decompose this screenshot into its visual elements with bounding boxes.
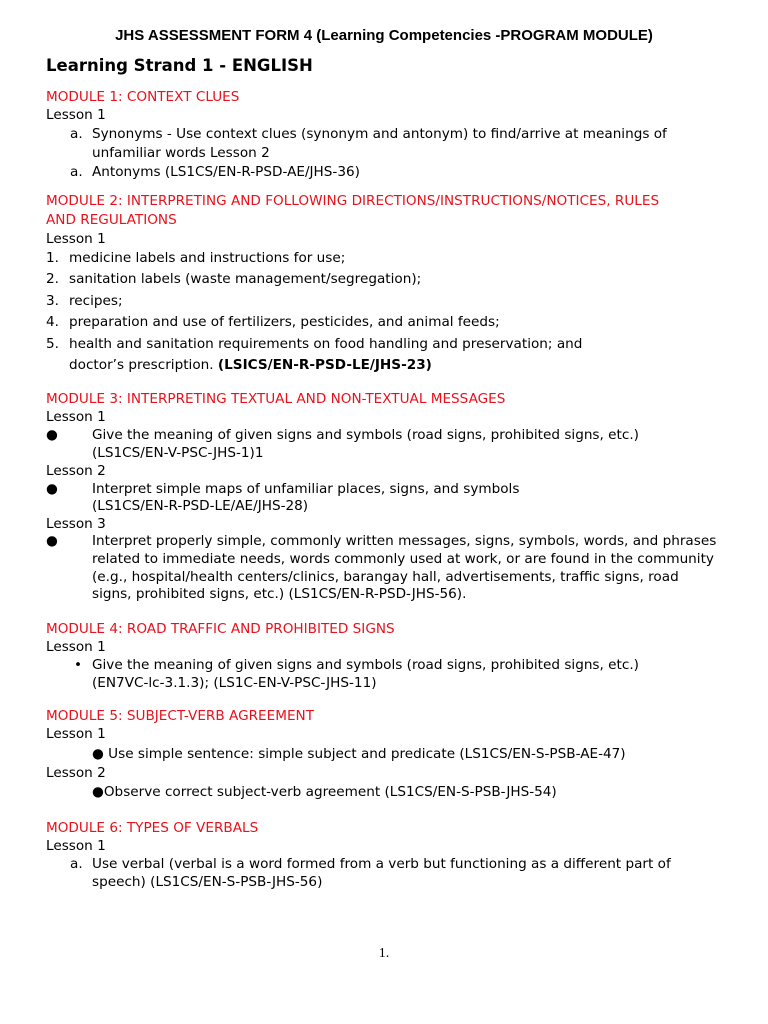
module4-lesson1-label: Lesson 1 — [46, 639, 106, 655]
module4-lesson1-line1: Give the meaning of given signs and symbols (road signs, prohibited signs, etc.) — [92, 657, 639, 673]
module6-lesson1-line2: speech) (LS1CS/EN-S-PSB-JHS-56) — [92, 874, 323, 890]
module2-marker-1: 1. — [46, 250, 59, 266]
module3-bullet-1: ● — [46, 427, 58, 443]
module2-item-4: preparation and use of fertilizers, pesticides, and animal feeds; — [69, 314, 500, 330]
module1-heading: MODULE 1: CONTEXT CLUES — [46, 89, 240, 105]
module2-lesson1-label: Lesson 1 — [46, 231, 106, 247]
module2-item-5-line1: health and sanitation requirements on food handling and preservation; and — [69, 336, 583, 352]
strand-heading: Learning Strand 1 - ENGLISH — [46, 56, 313, 75]
module6-marker-a: a. — [70, 856, 83, 872]
module2-item-1: medicine labels and instructions for use; — [69, 250, 346, 266]
module3-lesson3-line3: (e.g., hospital/health centers/clinics, barangay hall, advertisements, traffic signs, road — [92, 569, 679, 585]
module5-heading: MODULE 5: SUBJECT-VERB AGREEMENT — [46, 708, 315, 724]
module2-item-5-code: (LSICS/EN-R-PSD-LE/JHS-23) — [217, 357, 432, 373]
module2-marker-5: 5. — [46, 336, 59, 352]
module2-item-3: recipes; — [69, 293, 123, 309]
module2-heading-line2: AND REGULATIONS — [46, 212, 177, 228]
module2-marker-2: 2. — [46, 271, 59, 287]
module3-lesson1-line1: Give the meaning of given signs and symbols (road signs, prohibited signs, etc.) — [92, 427, 639, 443]
module2-item-5-text: doctor’s prescription. — [69, 357, 214, 373]
page-number: 1. — [378, 946, 390, 961]
module3-lesson2-line1: Interpret simple maps of unfamiliar places, signs, and symbols — [92, 481, 520, 497]
module1-item1-line1: Synonyms - Use context clues (synonym and antonym) to find/arrive at meanings of — [92, 126, 667, 142]
module2-item-5-line2 — [69, 356, 432, 374]
module6-lesson1-line1: Use verbal (verbal is a word formed from a verb but functioning as a different part of — [92, 856, 671, 872]
module1-marker-a1: a. — [70, 126, 83, 142]
module2-item-2: sanitation labels (waste management/segregation); — [69, 271, 422, 287]
module3-lesson2-line2: (LS1CS/EN-R-PSD-LE/AE/JHS-28) — [92, 498, 309, 514]
module3-bullet-2: ● — [46, 481, 58, 497]
module3-heading: MODULE 3: INTERPRETING TEXTUAL AND NON-TEXTUAL MESSAGES — [46, 391, 506, 407]
module3-lesson2-label: Lesson 2 — [46, 463, 106, 479]
module3-bullet-3: ● — [46, 533, 58, 549]
module3-lesson3-line2: related to immediate needs, words commonly used at work, or are found in the community — [92, 551, 714, 567]
module1-item1-line2: unfamiliar words Lesson 2 — [92, 145, 270, 161]
module5-lesson1-label: Lesson 1 — [46, 726, 106, 742]
module4-bullet-1: • — [74, 657, 83, 673]
module5-lesson1-item: ● Use simple sentence: simple subject and predicate (LS1CS/EN-S-PSB-AE-47) — [92, 746, 626, 762]
module1-lesson1-label: Lesson 1 — [46, 107, 106, 123]
module4-heading: MODULE 4: ROAD TRAFFIC AND PROHIBITED SIGNS — [46, 621, 395, 637]
module3-lesson1-label: Lesson 1 — [46, 409, 106, 425]
module3-lesson3-line4: signs, prohibited signs, etc.) (LS1CS/EN-R-PSD-JHS-56). — [92, 586, 467, 602]
module3-lesson3-line1: Interpret properly simple, commonly written messages, signs, symbols, words, and phrases — [92, 533, 717, 549]
module5-lesson2-label: Lesson 2 — [46, 765, 106, 781]
module6-lesson1-label: Lesson 1 — [46, 838, 106, 854]
module3-lesson1-line2: (LS1CS/EN-V-PSC-JHS-1)1 — [92, 445, 264, 461]
module2-heading-line1: MODULE 2: INTERPRETING AND FOLLOWING DIRECTIONS/INSTRUCTIONS/NOTICES, RULES — [46, 193, 660, 209]
module1-marker-a2: a. — [70, 164, 83, 180]
module5-lesson2-item: ●Observe correct subject-verb agreement (LS1CS/EN-S-PSB-JHS-54) — [92, 784, 557, 800]
document-title: JHS ASSESSMENT FORM 4 (Learning Competencies -PROGRAM MODULE) — [115, 27, 653, 44]
module6-heading: MODULE 6: TYPES OF VERBALS — [46, 820, 259, 836]
module3-lesson3-label: Lesson 3 — [46, 516, 106, 532]
module1-item2: Antonyms (LS1CS/EN-R-PSD-AE/JHS-36) — [92, 164, 360, 180]
module2-marker-3: 3. — [46, 293, 59, 309]
module2-marker-4: 4. — [46, 314, 59, 330]
module4-lesson1-line2: (EN7VC-lc-3.1.3); (LS1C-EN-V-PSC-JHS-11) — [92, 675, 377, 691]
